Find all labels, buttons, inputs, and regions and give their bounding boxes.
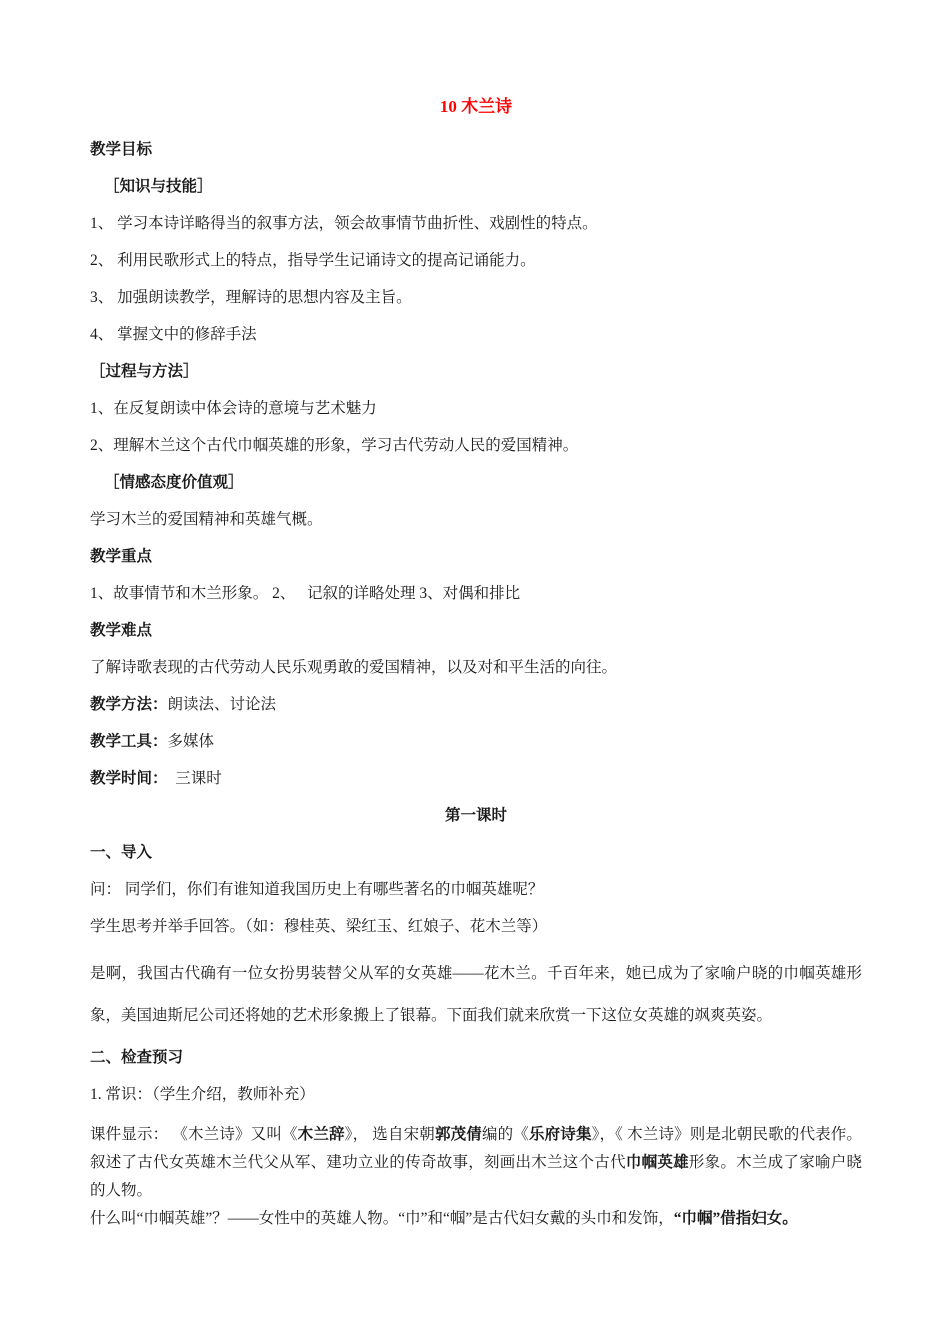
heading-intro: 一、导入 — [90, 844, 153, 861]
subheading-knowledge-skills: ［知识与技能］ — [104, 178, 213, 195]
intro-answer-line: 学生思考并举手回答。（如：穆桂英、梁红玉、红娘子、花木兰等） — [90, 918, 548, 935]
text-segment-bold: 乐府诗集 — [528, 1126, 592, 1143]
objective-knowledge-item-1: 1、 学习本诗详略得当的叙事方法，领会故事情节曲折性、戏剧性的特点。 — [90, 215, 598, 232]
doc-title: 10 木兰诗 — [439, 97, 513, 116]
subheading-emotion-values: ［情感态度价值观］ — [104, 474, 244, 491]
teaching-method-line — [90, 694, 862, 716]
check-item-1: 1. 常识：（学生介绍，教师补充） — [90, 1086, 315, 1103]
teaching-tools-value: 多媒体 — [167, 733, 215, 750]
teaching-tools-label: 教学工具： — [90, 733, 168, 750]
objective-process-item-1: 1、在反复朗读中体会诗的意境与艺术魅力 — [90, 400, 377, 417]
objective-process-item-2: 2、理解木兰这个古代巾帼英雄的形象，学习古代劳动人民的爱国精神。 — [90, 437, 579, 454]
subheading-process-method: ［过程与方法］ — [90, 363, 199, 380]
heading-check-preview: 二、检查预习 — [90, 1049, 184, 1066]
intro-question-line: 问： 同学们，你们有谁知道我国历史上有哪些著名的巾帼英雄呢？ — [90, 881, 544, 898]
teaching-tools-line — [90, 731, 862, 753]
text-segment: 》， 选自宋朝 — [344, 1126, 435, 1143]
teaching-time-value: 三课时 — [159, 770, 222, 787]
text-segment: 什么叫“巾帼英雄”？——女性中的英雄人物。“巾”和“帼”是古代妇女戴的头巾和发饰， — [90, 1210, 674, 1227]
heading-teaching-objectives: 教学目标 — [90, 141, 153, 158]
text-segment-bold: 巾帼英雄 — [625, 1154, 689, 1171]
difficulties-text: 了解诗歌表现的古代劳动人民乐观勇敢的爱国精神，以及对和平生活的向往。 — [90, 659, 618, 676]
text-segment-bold: 郭茂倩 — [434, 1126, 482, 1143]
text-segment: 》，《 木兰诗》则是北朝民歌的代表作。叙述了古代女英雄木兰代父从军、建功立业的传奇故事，刻画出木兰这个古代 — [90, 1126, 862, 1171]
key-points-text: 1、故事情节和木兰形象。 2、 记叙的详略处理 3、对偶和排比 — [90, 585, 521, 602]
text-segment: 编的《 — [481, 1126, 529, 1143]
text-segment: 课件显示： 《木兰诗》又叫《 — [90, 1126, 298, 1143]
objective-knowledge-item-2: 2、 利用民歌形式上的特点，指导学生记诵诗文的提高记诵能力。 — [90, 252, 536, 269]
teaching-method-label: 教学方法： — [90, 696, 168, 713]
text-segment: 形象。木兰成了家喻户晓的人物。 — [90, 1154, 862, 1199]
objective-knowledge-item-3: 3、 加强朗读教学，理解诗的思想内容及主旨。 — [90, 289, 412, 306]
teaching-method-value: 朗读法、讨论法 — [167, 696, 277, 713]
heading-lesson-one: 第一课时 — [444, 807, 507, 824]
intro-paragraph: 是啊，我国古代确有一位女扮男装替父从军的女英雄——花木兰。千百年来，她已成为了家喻户晓的巾帼英雄形象，美国迪斯尼公司还将她的艺术形象搬上了银幕。下面我们就来欣赏一下这位女英雄的飒爽英姿。 — [90, 965, 862, 1024]
objective-knowledge-item-4: 4、 掌握文中的修辞手法 — [90, 326, 257, 343]
heading-key-points: 教学重点 — [90, 548, 153, 565]
teaching-time-line — [90, 768, 862, 790]
heading-difficulties: 教学难点 — [90, 622, 153, 639]
text-segment-bold: 木兰辞 — [297, 1126, 345, 1143]
objective-emotion-text: 学习木兰的爱国精神和英雄气概。 — [90, 511, 323, 528]
text-segment-bold: “巾帼”借指妇女。 — [673, 1210, 798, 1227]
jinguo-paragraph — [90, 1205, 862, 1233]
teaching-time-label: 教学时间： — [90, 770, 160, 787]
courseware-paragraph — [90, 1121, 862, 1205]
